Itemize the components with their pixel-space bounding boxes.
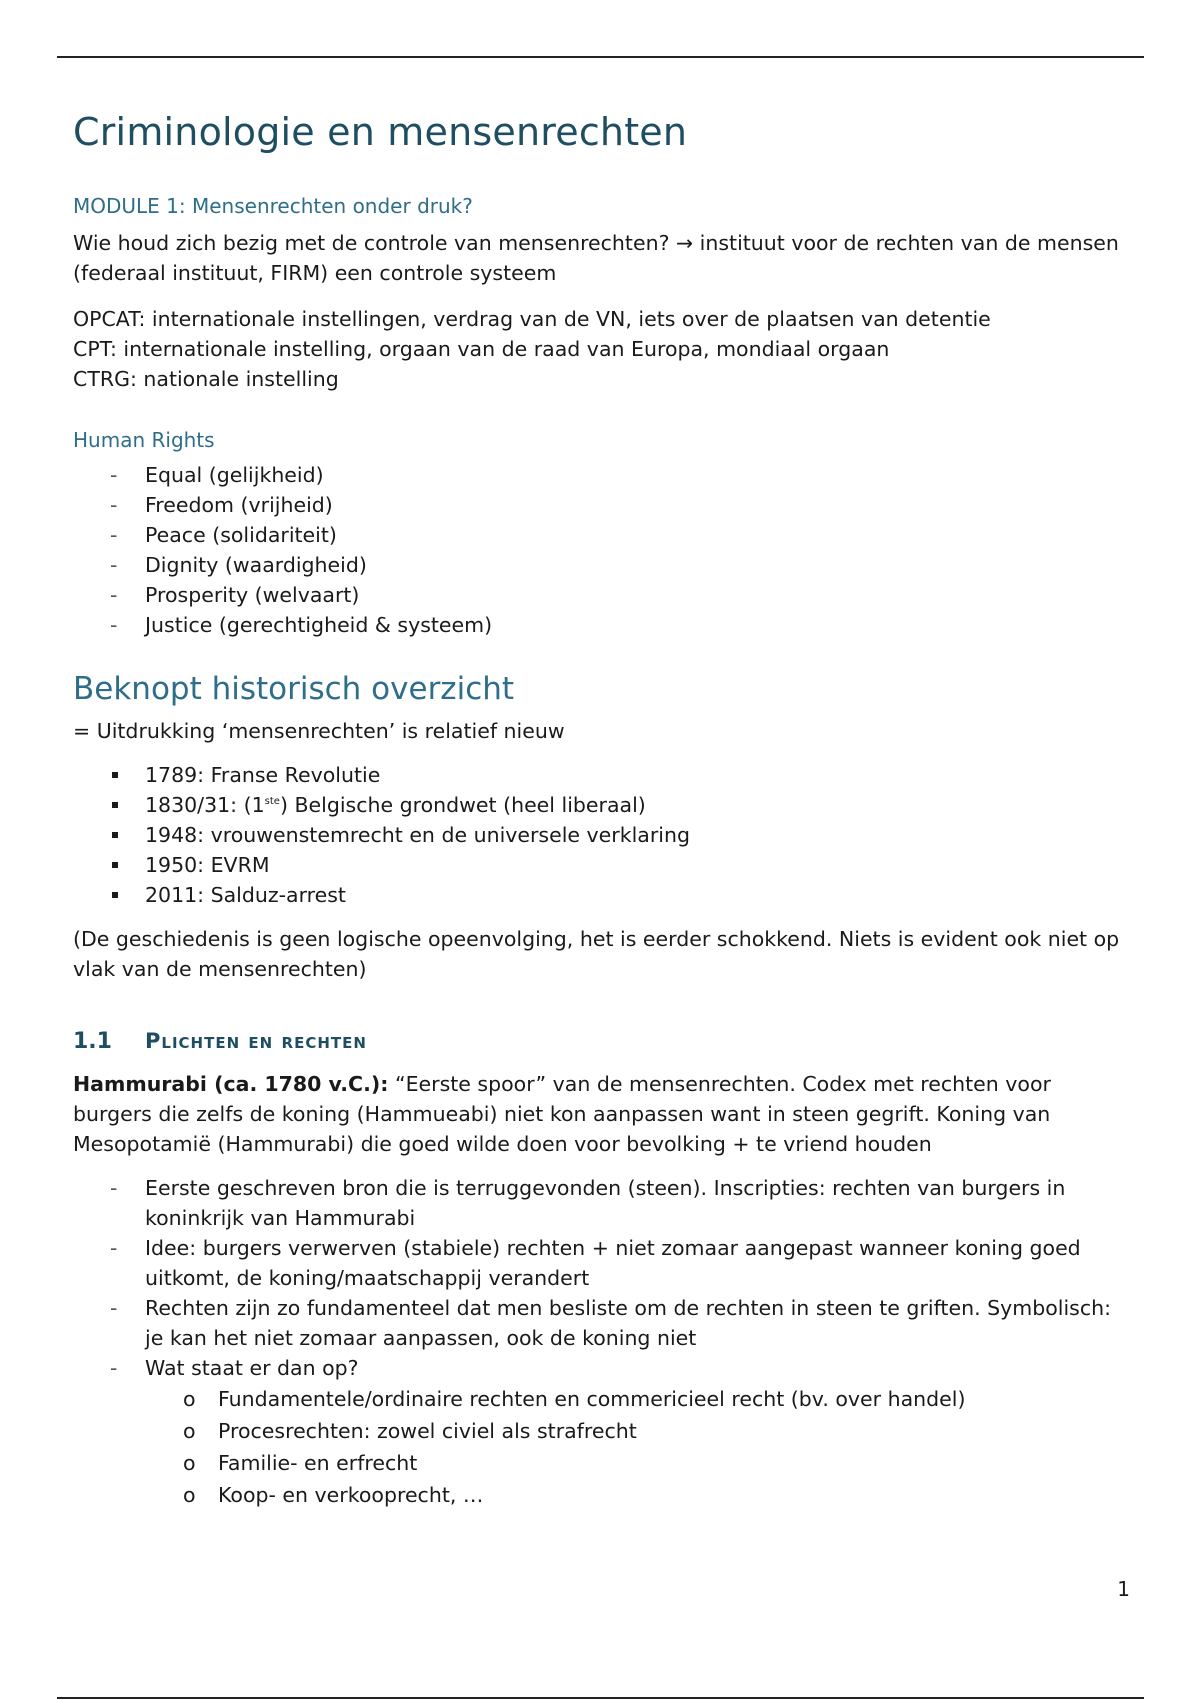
history-note: (De geschiedenis is geen logische opeenvolging, het is eerder schokkend. Niets is evident ook niet op vlak van de mensenrechten) xyxy=(73,927,1120,981)
list-item: o Familie- en erfrecht xyxy=(73,1447,1133,1479)
circle-bullet: o xyxy=(183,1387,196,1411)
dash-bullet: - xyxy=(110,1356,118,1380)
timeline-item: 1789: Franse Revolutie xyxy=(73,760,1133,790)
timeline-item: 2011: Salduz-arrest xyxy=(73,880,1133,910)
dash-bullet: - xyxy=(110,553,118,577)
circle-bullet: o xyxy=(183,1451,196,1475)
list-item: - Equal (gelijkheid) xyxy=(73,460,1133,490)
square-bullet xyxy=(112,832,118,838)
dash-bullet: - xyxy=(110,463,118,487)
footer-rule xyxy=(57,1697,1144,1699)
institution-line: OPCAT: internationale instellingen, verdrag van de VN, iets over de plaatsen van detentie xyxy=(73,307,991,331)
square-bullet xyxy=(112,862,118,868)
institution-line: CTRG: nationale instelling xyxy=(73,367,339,391)
hammurabi-subpoints xyxy=(73,1383,1133,1511)
history-intro: = Uitdrukking ‘mensenrechten’ is relatief nieuw xyxy=(73,719,565,743)
list-item: - Freedom (vrijheid) xyxy=(73,490,1133,520)
hammurabi-paragraph: Hammurabi (ca. 1780 v.C.): “Eerste spoor” van de mensenrechten. Codex met rechten voor burgers die zelfs de koning (Hammueabi) niet kon aanpassen want in steen gegrift. Koning van Mesopotamië (Hammurabi) die goed wilde doen voor bevolking + te vriend houden xyxy=(73,1072,1051,1156)
dash-bullet: - xyxy=(110,493,118,517)
institution-line: CPT: internationale instelling, orgaan van de raad van Europa, mondiaal orgaan xyxy=(73,337,890,361)
square-bullet xyxy=(112,892,118,898)
history-timeline xyxy=(73,760,1133,910)
circle-bullet: o xyxy=(183,1483,196,1507)
list-item: o Fundamentele/ordinaire rechten en commericieel recht (bv. over handel) xyxy=(73,1383,1133,1415)
dash-bullet: - xyxy=(110,613,118,637)
timeline-item: 1948: vrouwenstemrecht en de universele verklaring xyxy=(73,820,1133,850)
hammurabi-points xyxy=(73,1173,1133,1383)
list-item: - Prosperity (welvaart) xyxy=(73,580,1133,610)
page-number: 1 xyxy=(1117,1577,1130,1601)
dash-bullet: - xyxy=(110,523,118,547)
hammurabi-lead: Hammurabi (ca. 1780 v.C.): xyxy=(73,1072,389,1096)
dash-bullet: - xyxy=(110,1236,118,1260)
list-item: - Dignity (waardigheid) xyxy=(73,550,1133,580)
header-rule xyxy=(57,56,1144,58)
history-heading: Beknopt historisch overzicht xyxy=(73,671,515,707)
list-item: - Idee: burgers verwerven (stabiele) rechten + niet zomaar aangepast wanneer koning goed uitkomt, de koning/maatschappij verandert xyxy=(73,1233,1133,1293)
module-intro: Wie houd zich bezig met de controle van mensenrechten? → instituut voor de rechten van de mensen (federaal instituut, FIRM) een controle systeem xyxy=(73,231,1119,285)
timeline-item: 1950: EVRM xyxy=(73,850,1133,880)
section-number: 1.1 xyxy=(73,1029,112,1054)
list-item: - Rechten zijn zo fundamenteel dat men besliste om de rechten in steen te griften. Symbolisch: je kan het niet zomaar aanpassen, ook de koning niet xyxy=(73,1293,1133,1353)
square-bullet xyxy=(112,802,118,808)
section-title: Plichten en rechten xyxy=(145,1029,367,1053)
list-item: - Wat staat er dan op? xyxy=(73,1353,1133,1383)
document-title: Criminologie en mensenrechten xyxy=(73,110,688,154)
section-heading xyxy=(73,1026,1133,1057)
institution-list xyxy=(73,304,1133,394)
document-body xyxy=(73,106,1133,1511)
list-item: o Koop- en verkooprecht, … xyxy=(73,1479,1133,1511)
human-rights-heading: Human Rights xyxy=(73,428,215,452)
list-item: - Peace (solidariteit) xyxy=(73,520,1133,550)
timeline-item: 1830/31: (1ste) Belgische grondwet (heel liberaal) xyxy=(73,790,1133,820)
list-item: o Procesrechten: zowel civiel als strafrecht xyxy=(73,1415,1133,1447)
module-heading: MODULE 1: Mensenrechten onder druk? xyxy=(73,194,473,218)
dash-bullet: - xyxy=(110,1176,118,1200)
list-item: - Justice (gerechtigheid & systeem) xyxy=(73,610,1133,640)
human-rights-list xyxy=(73,460,1133,640)
list-item: - Eerste geschreven bron die is terruggevonden (steen). Inscripties: rechten van burgers in koninkrijk van Hammurabi xyxy=(73,1173,1133,1233)
square-bullet xyxy=(112,772,118,778)
dash-bullet: - xyxy=(110,1296,118,1320)
circle-bullet: o xyxy=(183,1419,196,1443)
dash-bullet: - xyxy=(110,583,118,607)
